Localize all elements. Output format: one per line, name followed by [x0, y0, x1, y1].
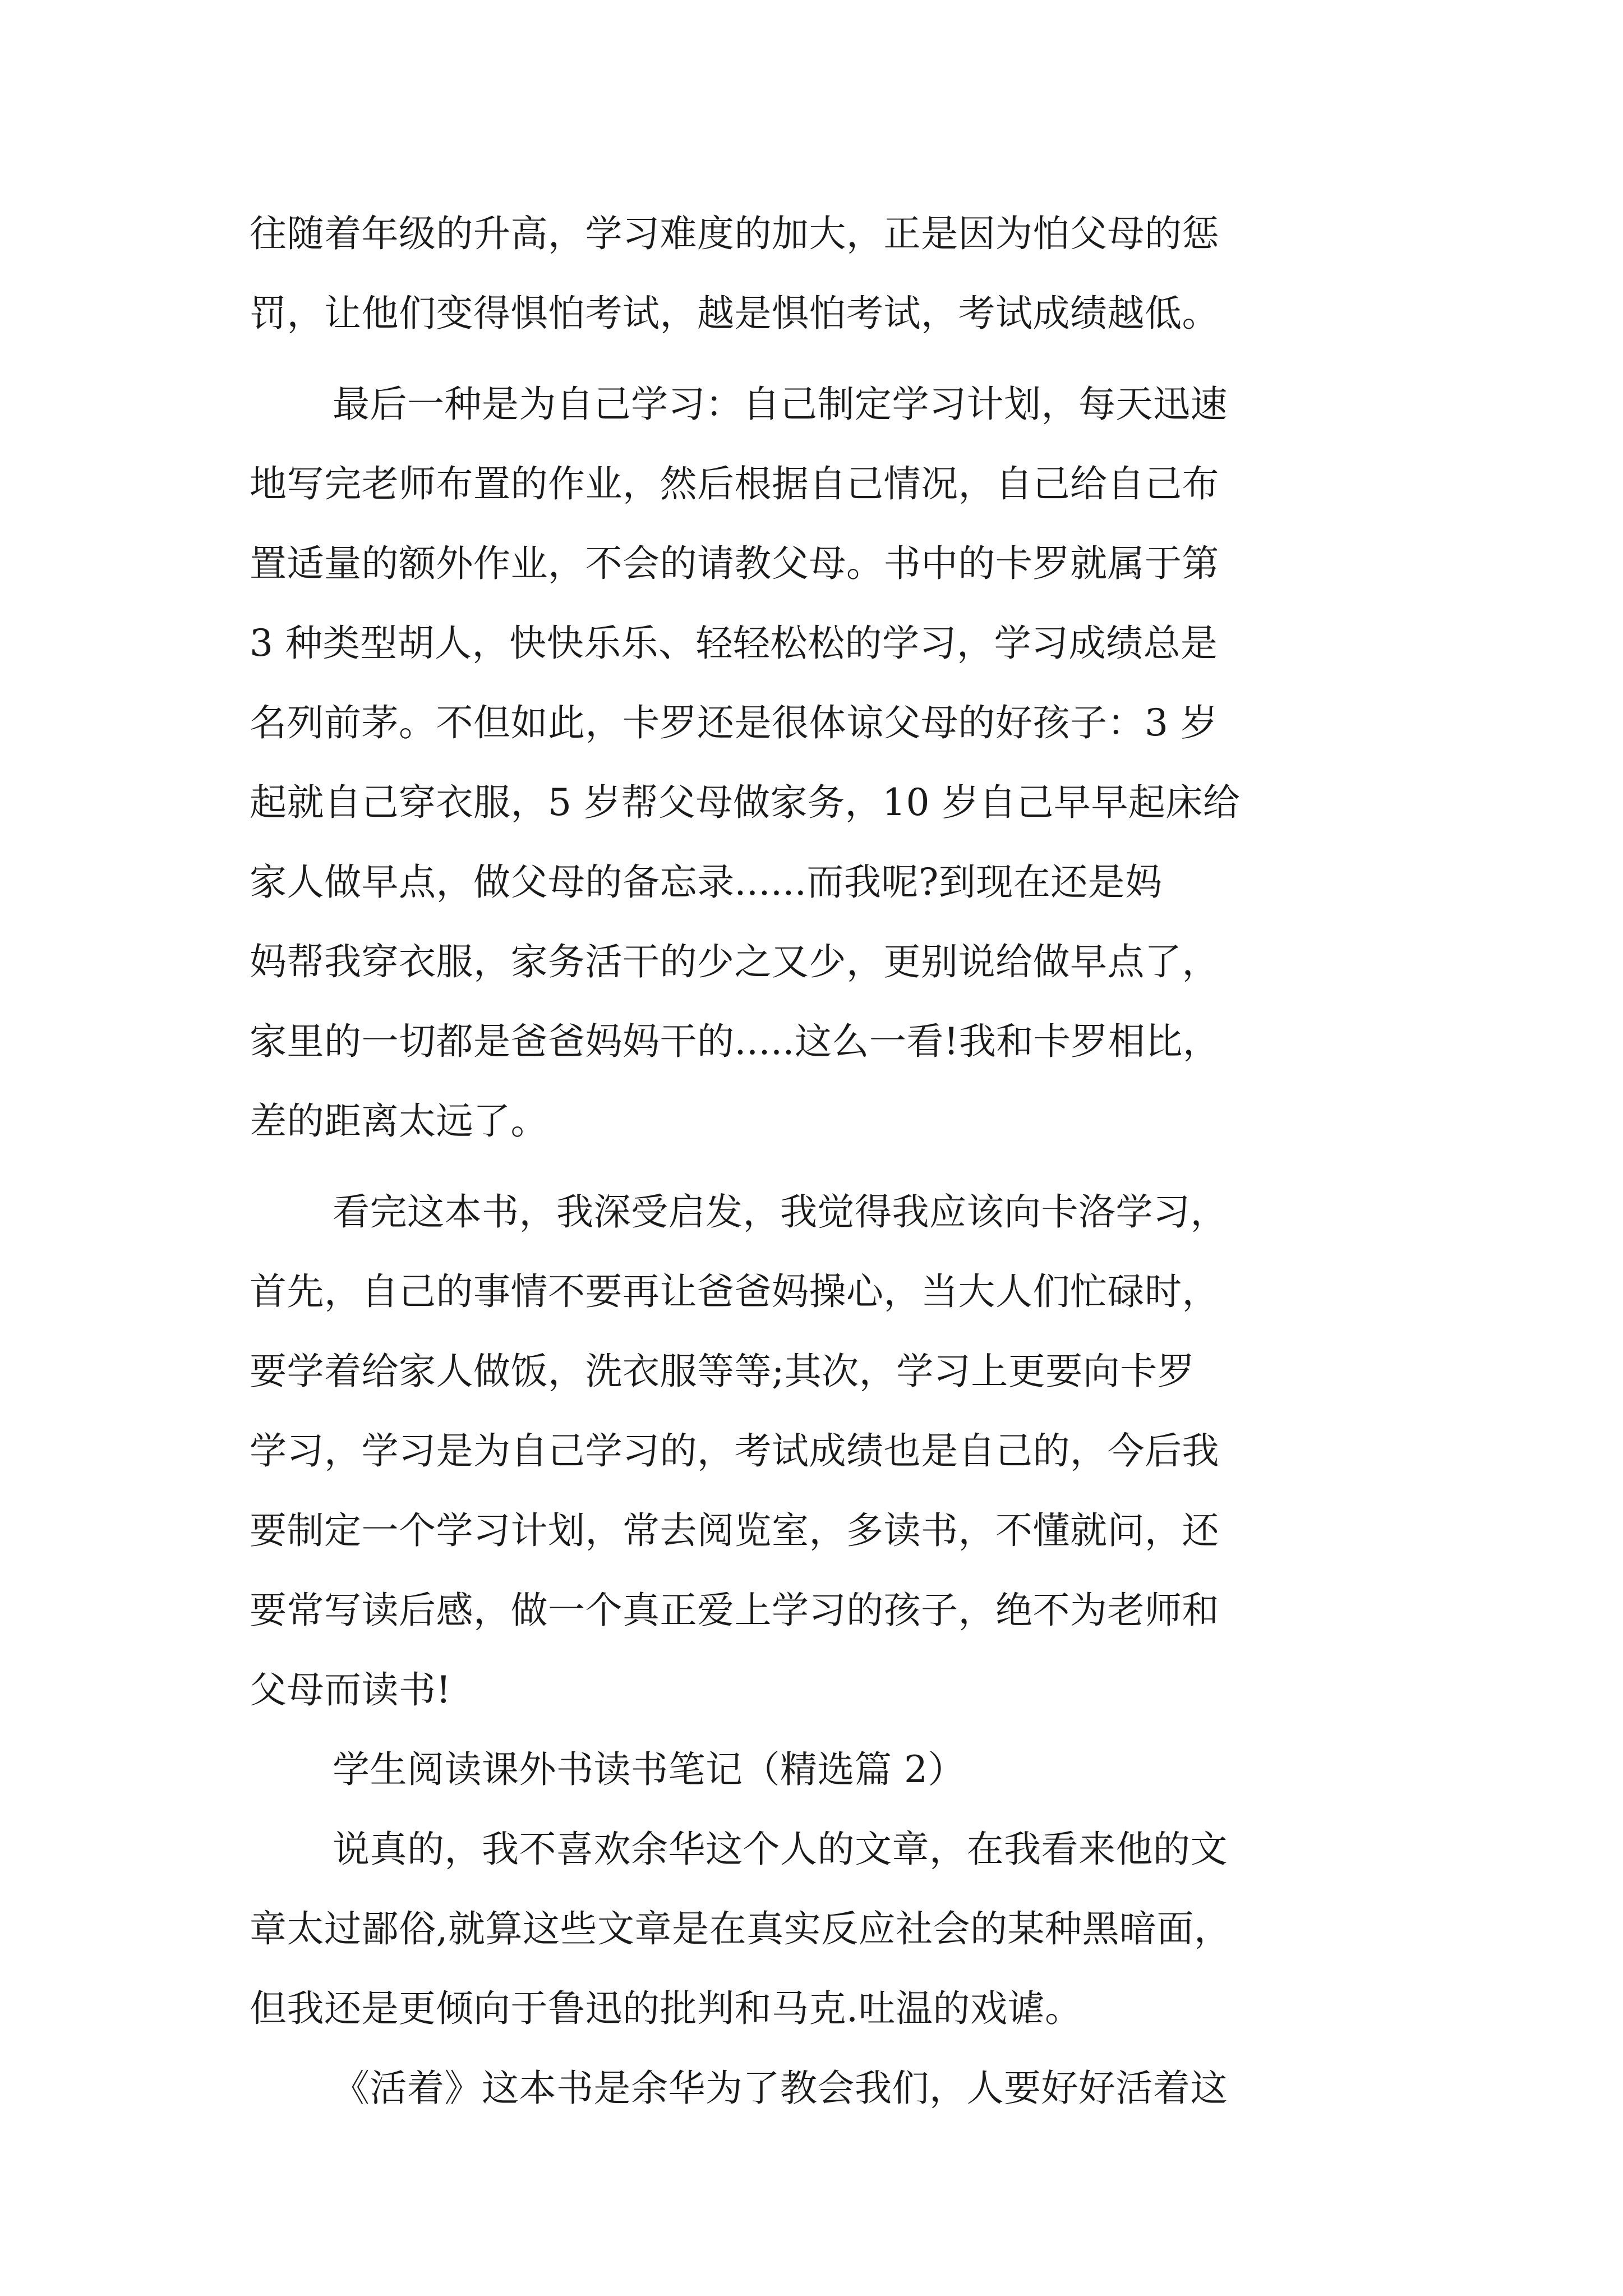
- text-line: 名列前茅。不但如此，卡罗还是很体谅父母的好孩子：3 岁: [250, 701, 1218, 744]
- text-line: 家里的一切都是爸爸妈妈干的.....这么一看!我和卡罗相比，: [250, 1020, 1220, 1063]
- document-body: [250, 194, 1382, 2128]
- paragraph: [250, 2049, 1382, 2128]
- text-line: 3 种类型胡人，快快乐乐、轻轻松松的学习，学习成绩总是: [250, 622, 1218, 665]
- section-heading: [250, 1730, 1382, 1810]
- text-line: 家人做早点，做父母的备忘录......而我呢?到现在还是妈: [250, 861, 1163, 904]
- text-line: 但我还是更倾向于鲁迅的批判和马克.吐温的戏谑。: [250, 1987, 1082, 2030]
- text-line: 罚，让他们变得惧怕考试，越是惧怕考试，考试成绩越低。: [250, 292, 1219, 335]
- heading-text: 学生阅读课外书读书笔记（精选篇 2）: [333, 1748, 965, 1791]
- text-line: 要制定一个学习计划，常去阅览室，多读书，不懂就问，还: [250, 1509, 1219, 1552]
- paragraph: [250, 1810, 1382, 2049]
- text-line: 学习，学习是为自己学习的，考试成绩也是自己的，今后我: [250, 1429, 1219, 1473]
- text-line: 往随着年级的升高，学习难度的加大，正是因为怕父母的惩: [250, 212, 1219, 255]
- paragraph-continuation: [250, 194, 1382, 353]
- text-line: 置适量的额外作业，不会的请教父母。书中的卡罗就属于第: [250, 542, 1219, 585]
- text-line: 地写完老师布置的作业，然后根据自己情况，自己给自己布: [250, 462, 1219, 505]
- text-line: 差的距离太远了。: [250, 1099, 548, 1143]
- text-line: 首先，自己的事情不要再让爸爸妈操心，当大人们忙碌时，: [250, 1270, 1219, 1313]
- paragraph: [250, 365, 1382, 1161]
- text-line: 要学着给家人做饭，洗衣服等等;其次，学习上更要向卡罗: [250, 1350, 1195, 1393]
- paragraph: [250, 1172, 1382, 1730]
- text-line: 最后一种是为自己学习：自己制定学习计划，每天迅速: [333, 383, 1228, 426]
- text-line: 看完这本书，我深受启发，我觉得我应该向卡洛学习，: [333, 1190, 1228, 1234]
- text-line: 章太过鄙俗,就算这些文章是在真实反应社会的某种黑暗面，: [250, 1907, 1232, 1950]
- text-line: 起就自己穿衣服，5 岁帮父母做家务，10 岁自己早早起床给: [250, 781, 1241, 824]
- text-line: 妈帮我穿衣服，家务活干的少之又少，更别说给做早点了，: [250, 940, 1219, 983]
- text-line: 说真的，我不喜欢余华这个人的文章，在我看来他的文: [333, 1828, 1228, 1871]
- text-line: 要常写读后感，做一个真正爱上学习的孩子，绝不为老师和: [250, 1589, 1219, 1632]
- text-line: 父母而读书!: [250, 1668, 451, 1711]
- text-line: 《活着》这本书是余华为了教会我们，人要好好活着这: [333, 2067, 1228, 2110]
